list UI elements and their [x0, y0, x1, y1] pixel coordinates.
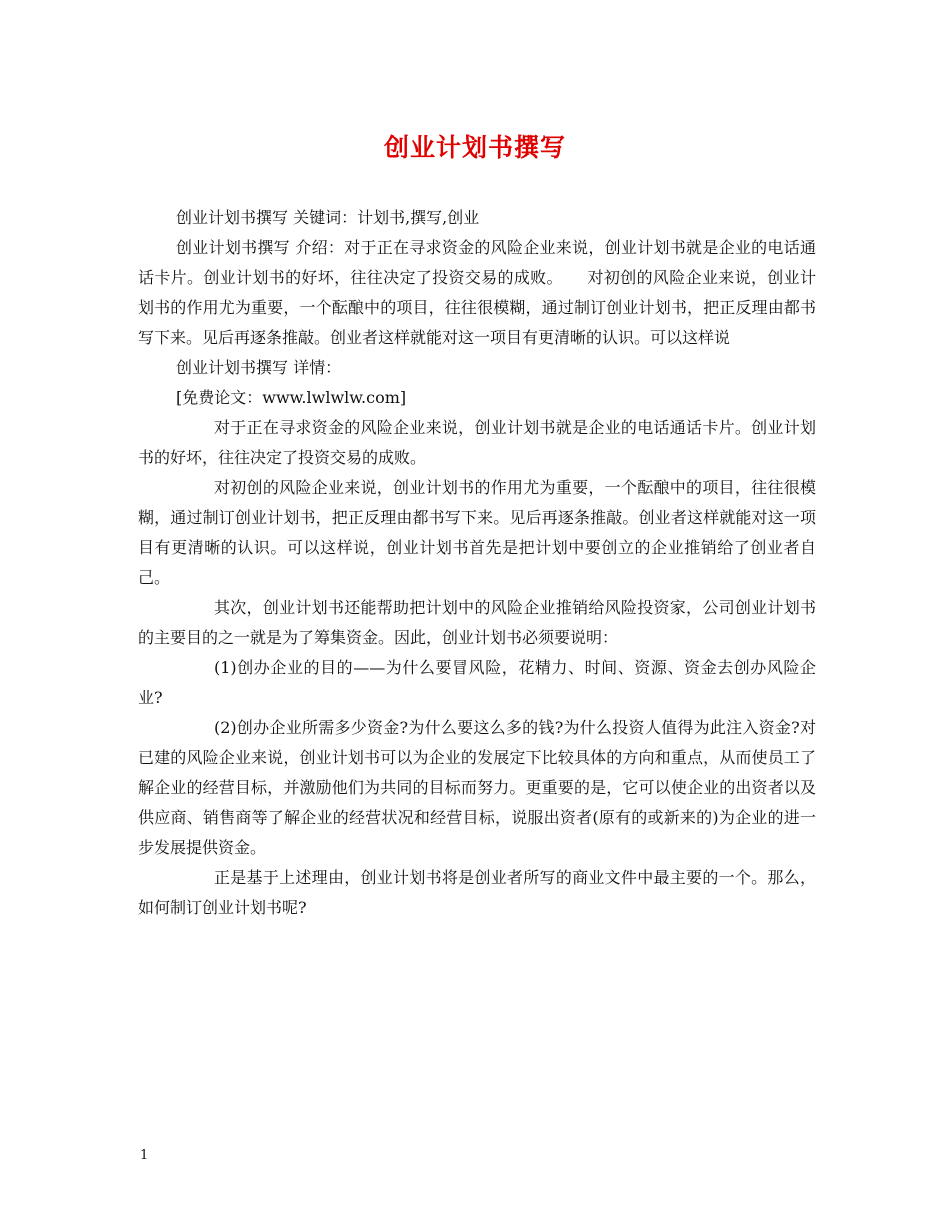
document-title: 创业计划书撰写 [383, 133, 566, 162]
introduction-paragraph: 创业计划书撰写 介绍：对于正在寻求资金的风险企业来说，创业计划书就是企业的电话通话卡片。创业计划书的好坏，往往决定了投资交易的成败。 对初创的风险企业来说，创业计划书的作用尤为重要，一个酝酿中的项目，往往很模糊，通过制订创业计划书，把正反理由都书写下来。见后再逐条推敲。创业者这样就能对这一项目有更清晰的认识。可以这样说 [138, 238, 816, 347]
body-paragraph: 对初创的风险企业来说，创业计划书的作用尤为重要，一个酝酿中的项目，往往很模糊，通过制订创业计划书，把正反理由都书写下来。见后再逐条推敲。创业者这样就能对这一项目有更清晰的认识。可以这样说，创业计划书首先是把计划中要创立的企业推销给了创业者自己。 [138, 478, 816, 587]
document-body [138, 203, 816, 923]
body-paragraph: 对于正在寻求资金的风险企业来说，创业计划书就是企业的电话通话卡片。创业计划书的好坏，往往决定了投资交易的成败。 [138, 418, 816, 467]
keywords-paragraph: 创业计划书撰写 关键词：计划书,撰写,创业 [176, 208, 480, 227]
body-paragraph: 其次，创业计划书还能帮助把计划中的风险企业推销给风险投资家，公司创业计划书的主要目的之一就是为了筹集资金。因此，创业计划书必须要说明： [138, 598, 816, 647]
list-item: (1)创办企业的目的——为什么要冒风险，花精力、时间、资源、资金去创办风险企业? [138, 658, 816, 707]
details-heading: 创业计划书撰写 详情： [176, 358, 342, 377]
body-paragraph: 正是基于上述理由，创业计划书将是创业者所写的商业文件中最主要的一个。那么，如何制订创业计划书呢? [138, 868, 816, 917]
page-number: 1 [140, 1148, 149, 1163]
source-note: [免费论文：www.lwlwlw.com] [176, 388, 407, 407]
list-item: (2)创办企业所需多少资金?为什么要这么多的钱?为什么投资人值得为此注入资金?对已建的风险企业来说，创业计划书可以为企业的发展定下比较具体的方向和重点，从而使员工了解企业的经营目标，并激励他们为共同的目标而努力。更重要的是，它可以使企业的出资者以及供应商、销售商等了解企业的经营状况和经营目标，说服出资者(原有的或新来的)为企业的进一步发展提供资金。 [138, 718, 816, 857]
